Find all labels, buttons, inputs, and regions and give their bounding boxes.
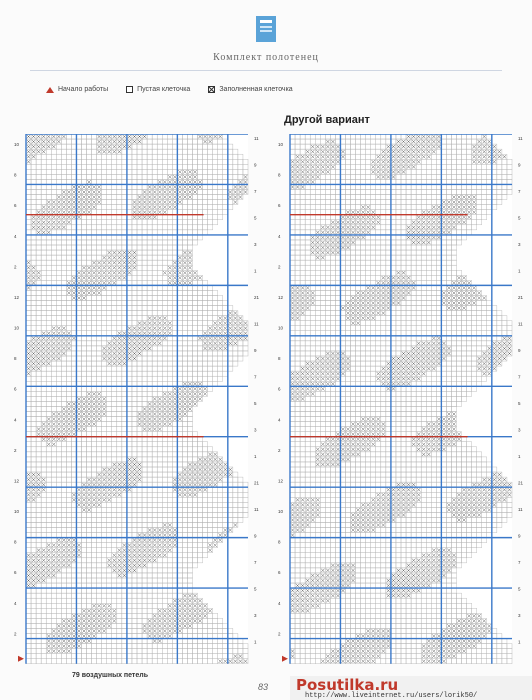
legend-start-label: Начало работы [58,86,109,93]
page-header-title: Комплект полотенец [213,52,319,63]
legend-filled-label: Заполненная клеточка [219,86,293,93]
start-triangle-icon [46,87,54,93]
legend-empty-label: Пустая клеточка [137,86,191,93]
filled-cell-icon [208,86,215,93]
crochet-chart-left [12,134,272,674]
legend [46,86,293,93]
legend-filled [208,86,292,93]
empty-cell-icon [126,86,133,93]
legend-empty [126,86,190,93]
alternative-variant-title: Другой вариант [284,114,370,126]
header-divider [30,70,502,71]
book-logo-icon [254,14,278,44]
legend-start [46,86,108,93]
